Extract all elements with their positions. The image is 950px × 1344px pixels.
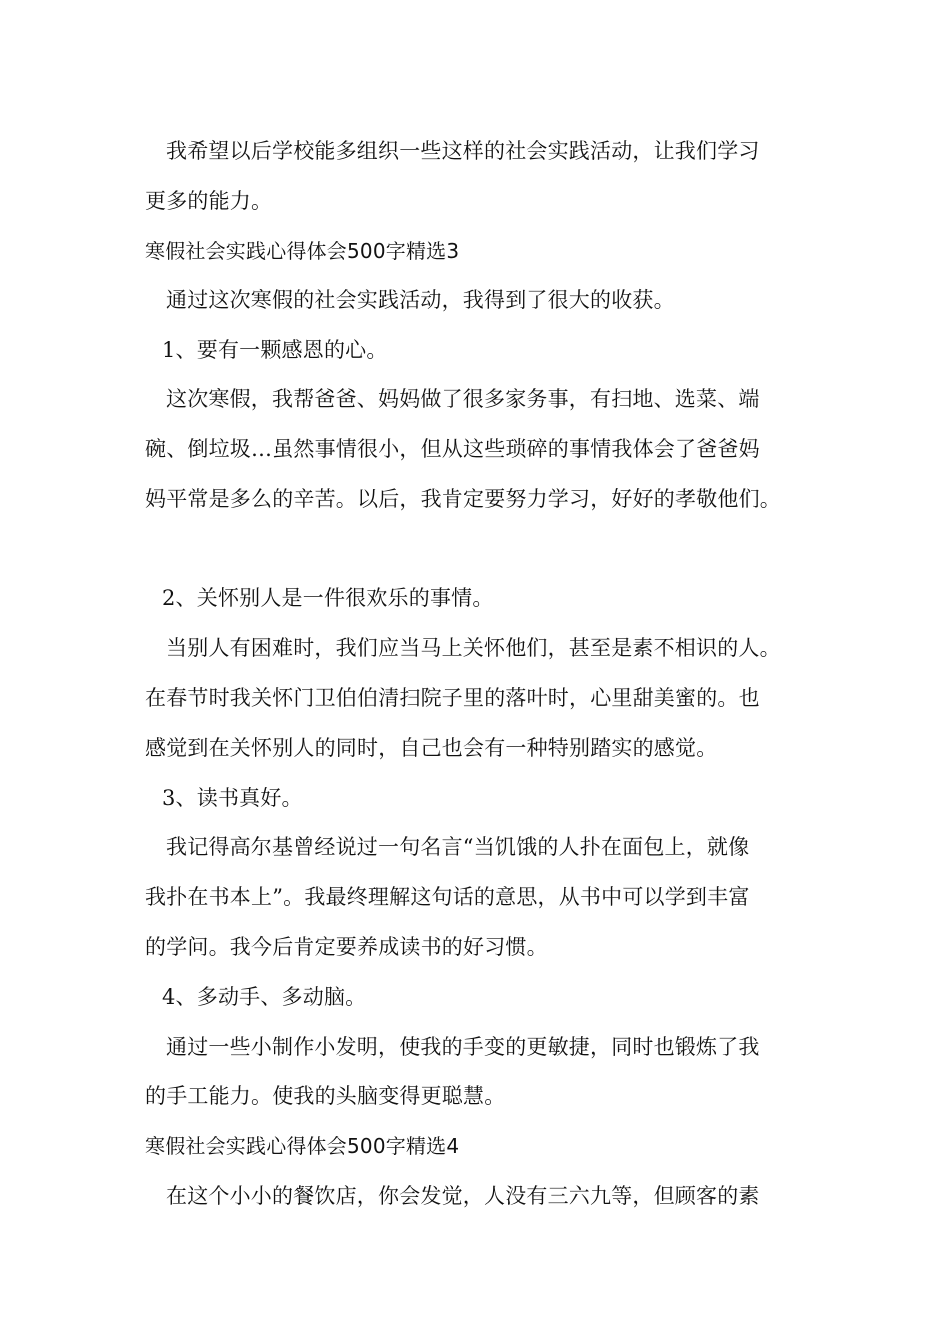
paragraph-line: 我扑在书本上”。我最终理解这句话的意思，从书中可以学到丰富 [145, 885, 750, 909]
paragraph-line: 妈平常是多么的辛苦。以后，我肯定要努力学习，好好的孝敬他们。 [145, 487, 781, 511]
paragraph-line: 通过这次寒假的社会实践活动，我得到了很大的收获。 [166, 288, 675, 312]
paragraph-line: 当别人有困难时，我们应当马上关怀他们，甚至是素不相识的人。 [166, 636, 781, 660]
paragraph-line: 我希望以后学校能多组织一些这样的社会实践活动，让我们学习 [166, 139, 760, 163]
paragraph-line: 更多的能力。 [145, 189, 273, 213]
paragraph-line: 碗、倒垃圾…虽然事情很小，但从这些琐碎的事情我体会了爸爸妈 [145, 437, 760, 461]
paragraph-line: 在春节时我关怀门卫伯伯清扫院子里的落叶时，心里甜美蜜的。也 [145, 686, 760, 710]
list-item-heading: 1、要有一颗感恩的心。 [162, 338, 388, 362]
paragraph-line: 这次寒假，我帮爸爸、妈妈做了很多家务事，有扫地、选菜、端 [166, 387, 760, 411]
paragraph-line: 我记得高尔基曾经说过一句名言“当饥饿的人扑在面包上，就像 [166, 835, 750, 859]
section-heading: 寒假社会实践心得体会500字精选4 [145, 1134, 460, 1158]
paragraph-line: 的手工能力。使我的头脑变得更聪慧。 [145, 1084, 506, 1108]
list-item-heading: 2、关怀别人是一件很欢乐的事情。 [162, 586, 494, 610]
paragraph-line: 感觉到在关怀别人的同时，自己也会有一种特别踏实的感觉。 [145, 736, 718, 760]
paragraph-line: 通过一些小制作小发明，使我的手变的更敏捷，同时也锻炼了我 [166, 1035, 760, 1059]
list-item-heading: 4、多动手、多动脑。 [162, 985, 367, 1009]
section-heading: 寒假社会实践心得体会500字精选3 [145, 239, 460, 263]
paragraph-line: 在这个小小的餐饮店，你会发觉，人没有三六九等，但顾客的素 [166, 1184, 760, 1208]
paragraph-line: 的学问。我今后肯定要养成读书的好习惯。 [145, 935, 548, 959]
list-item-heading: 3、读书真好。 [162, 786, 303, 810]
